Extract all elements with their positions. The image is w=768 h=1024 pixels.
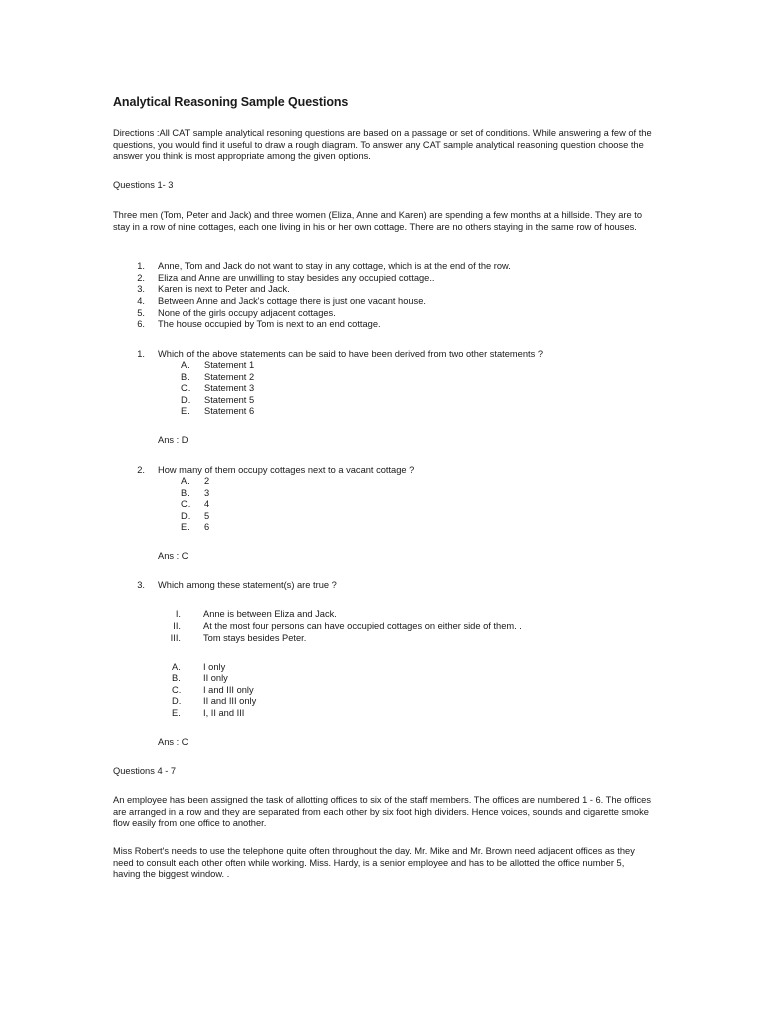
option-text: II only xyxy=(203,673,228,683)
option-text: Statement 5 xyxy=(204,395,255,405)
option-text: Statement 3 xyxy=(204,383,255,393)
statement-text: The house occupied by Tom is next to an end cottage. xyxy=(158,319,381,329)
option-letter: B. xyxy=(181,488,190,498)
statement-text: Eliza and Anne are unwilling to stay besides any occupied cottage.. xyxy=(158,273,435,283)
answer: Ans : C xyxy=(158,737,189,747)
page-title: Analytical Reasoning Sample Questions xyxy=(113,95,349,109)
option-text: 3 xyxy=(204,488,210,498)
roman-statement: At the most four persons can have occupied cottages on either side of them. . xyxy=(203,621,522,631)
roman-statement: Tom stays besides Peter. xyxy=(203,633,307,643)
question-number: 2. xyxy=(137,465,145,475)
option-text: 6 xyxy=(204,522,210,532)
option-letter: E. xyxy=(181,522,190,532)
section-heading-questions-1-3: Questions 1- 3 xyxy=(113,180,174,190)
option-letter: D. xyxy=(181,511,191,521)
option-text: 5 xyxy=(204,511,210,521)
option-letter: D. xyxy=(172,696,182,706)
option-text: Statement 2 xyxy=(204,372,255,382)
statement-text: None of the girls occupy adjacent cottages. xyxy=(158,308,336,318)
section2-passage-1: An employee has been assigned the task of allotting offices to six of the staff members. The offices are numbered 1 - 6. The offices are arranged in a row and they are separated from each other by six foot high dividers. Hence voices, sounds and cigarette smoke flow easily from one office to another. xyxy=(113,795,651,829)
option-letter: E. xyxy=(181,406,190,416)
section-heading-questions-4-7: Questions 4 - 7 xyxy=(113,766,177,776)
statement-number: 6. xyxy=(137,319,145,329)
question-text: Which of the above statements can be said to have been derived from two other statements ? xyxy=(158,349,544,359)
question-text: How many of them occupy cottages next to a vacant cottage ? xyxy=(158,465,415,475)
roman-statement: Anne is between Eliza and Jack. xyxy=(203,609,337,619)
question-number: 1. xyxy=(137,349,145,359)
option-text: II and III only xyxy=(203,696,257,706)
answer: Ans : C xyxy=(158,551,189,561)
statement-text: Anne, Tom and Jack do not want to stay in any cottage, which is at the end of the row. xyxy=(158,261,511,271)
question-number: 3. xyxy=(137,580,145,590)
option-letter: D. xyxy=(181,395,191,405)
option-letter: C. xyxy=(181,499,191,509)
roman-numeral: III. xyxy=(170,633,181,643)
roman-numeral: II. xyxy=(173,621,181,631)
statement-number: 3. xyxy=(137,284,145,294)
option-letter: B. xyxy=(181,372,190,382)
option-text: Statement 6 xyxy=(204,406,255,416)
statement-number: 5. xyxy=(137,308,145,318)
statement-text: Between Anne and Jack's cottage there is just one vacant house. xyxy=(158,296,426,306)
statement-number: 1. xyxy=(137,261,145,271)
option-letter: A. xyxy=(181,476,190,486)
option-text: 2 xyxy=(204,476,210,486)
directions-paragraph: Directions :All CAT sample analytical resoning questions are based on a passage or set of conditions. While answering a few of the questions, you would find it useful to draw a rough diagram. To answer any CAT sample analytical reasoning question choose the answer you think is most appropriate among the given options. xyxy=(113,128,652,162)
question-text: Which among these statement(s) are true ? xyxy=(158,580,337,590)
section2-passage-2: Miss Robert's needs to use the telephone quite often throughout the day. Mr. Mike and Mr. Brown need adjacent offices as they need to consult each other often while working. Miss. Hardy, is a senior employee and has to be allotted the office number 5, having the biggest window. . xyxy=(113,846,635,880)
option-text: I and III only xyxy=(203,685,254,695)
option-text: I, II and III xyxy=(203,708,245,718)
option-letter: E. xyxy=(172,708,181,718)
statement-text: Karen is next to Peter and Jack. xyxy=(158,284,290,294)
option-letter: A. xyxy=(172,662,181,672)
option-letter: C. xyxy=(181,383,191,393)
option-letter: A. xyxy=(181,360,190,370)
option-text: Statement 1 xyxy=(204,360,255,370)
answer: Ans : D xyxy=(158,435,189,445)
option-text: I only xyxy=(203,662,226,672)
option-text: 4 xyxy=(204,499,210,509)
option-letter: C. xyxy=(172,685,182,695)
section1-passage: Three men (Tom, Peter and Jack) and three women (Eliza, Anne and Karen) are spending a few months at a hillside. They are to stay in a row of nine cottages, each one living in his or her own cottage. There are no others staying in the same row of houses. xyxy=(113,210,643,232)
statement-number: 2. xyxy=(137,273,145,283)
roman-numeral: I. xyxy=(175,609,181,619)
option-letter: B. xyxy=(172,673,181,683)
statement-number: 4. xyxy=(137,296,145,306)
